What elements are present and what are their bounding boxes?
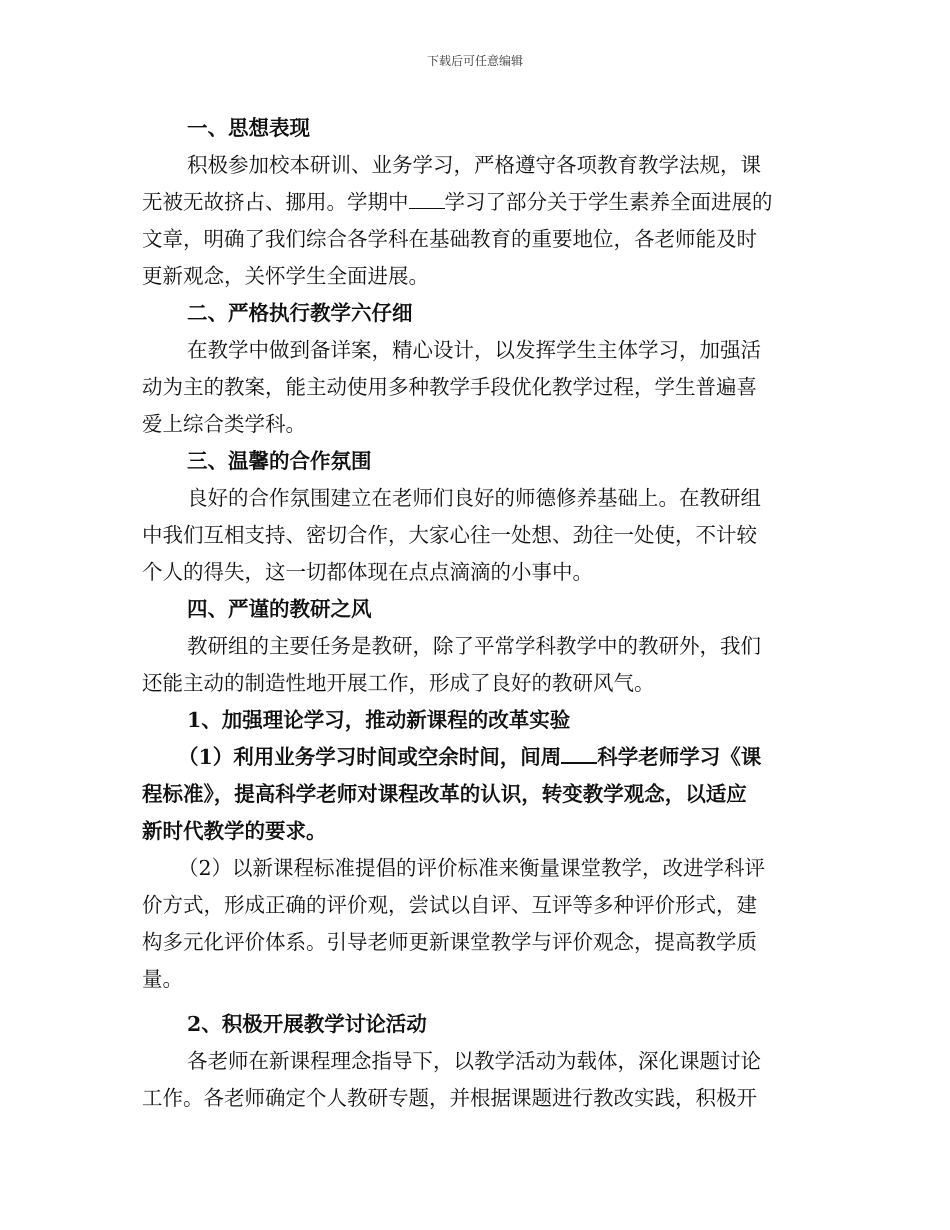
- fill-blank: [561, 740, 597, 764]
- paragraph-line: 个人的得失，这一切都体现在点点滴滴的小事中。: [142, 560, 593, 584]
- paragraph-line: [142, 739, 812, 776]
- paragraph-line: 文章，明确了我们综合各学科在基础教育的重要地位，各老师能及时: [142, 227, 757, 251]
- fill-blank: [409, 186, 445, 209]
- text-segment: 学习了部分关于学生素养全面进展的: [444, 190, 773, 214]
- paragraph-line: 在教学中做到备详案，精心设计，以发挥学生主体学习，加强活: [187, 338, 761, 362]
- paragraph-line: 各老师在新课程理念指导下，以教学活动为载体，深化课题讨论: [187, 1049, 761, 1073]
- paragraph-line: 积极参加校本研训、业务学习，严格遵守各项教育教学法规，课: [187, 153, 761, 177]
- subsection-heading-discussion: 2、积极开展教学讨论活动: [187, 1012, 427, 1036]
- text-segment: 科学老师学习《课: [597, 745, 762, 769]
- paragraph-line: 爱上综合类学科。: [142, 412, 306, 436]
- paragraph-line: 中我们互相支持、密切合作，大家心往一处想、劲往一处使，不计较: [142, 523, 757, 547]
- paragraph-line: 更新观念，关怀学生全面进展。: [142, 264, 429, 288]
- text-segment: 无被无故挤占、挪用。学期中: [142, 190, 409, 214]
- paragraph-line: 动为主的教案，能主动使用多种教学手段优化教学过程，学生普遍喜: [142, 375, 757, 399]
- paragraph-line: 构多元化评价体系。引导老师更新课堂教学与评价观念，提高教学质: [142, 930, 757, 954]
- header-note: 下载后可任意编辑: [426, 54, 523, 68]
- paragraph-line: 还能主动的制造性地开展工作，形成了良好的教研风气。: [142, 671, 655, 695]
- section-heading-research: 四、严谨的教研之风: [187, 597, 372, 621]
- section-heading-cooperation: 三、温馨的合作氛围: [187, 449, 372, 473]
- text-segment: （1）利用业务学习时间或空余时间，间周: [178, 745, 562, 769]
- paragraph-line: 良好的合作氛围建立在老师们良好的师德修养基础上。在教研组: [187, 486, 761, 510]
- section-heading-thought: 一、思想表现: [187, 116, 310, 140]
- spacer: [142, 998, 812, 1006]
- paragraph-line: （2）以新课程标准提倡的评价标准来衡量课堂教学，改进学科评: [178, 856, 766, 880]
- document-body: [142, 110, 812, 1117]
- paragraph-line: 新时代教学的要求。: [142, 819, 327, 843]
- paragraph-line: 价方式，形成正确的评价观，尝试以自评、互评等多种评价形式，建: [142, 893, 757, 917]
- section-heading-teaching: 二、严格执行教学六仔细: [187, 301, 413, 325]
- paragraph-line: 程标准》，提高科学老师对课程改革的认识，转变教学观念，以适应: [142, 782, 747, 806]
- paragraph-line: [142, 184, 812, 221]
- paragraph-line: 工作。各老师确定个人教研专题，并根据课题进行教改实践，积极开: [142, 1086, 757, 1110]
- paragraph-line: 量。: [142, 967, 183, 991]
- paragraph-line: 教研组的主要任务是教研，除了平常学科教学中的教研外，我们: [187, 634, 761, 658]
- subsection-heading-theory: 1、加强理论学习，推动新课程的改革实验: [187, 708, 571, 732]
